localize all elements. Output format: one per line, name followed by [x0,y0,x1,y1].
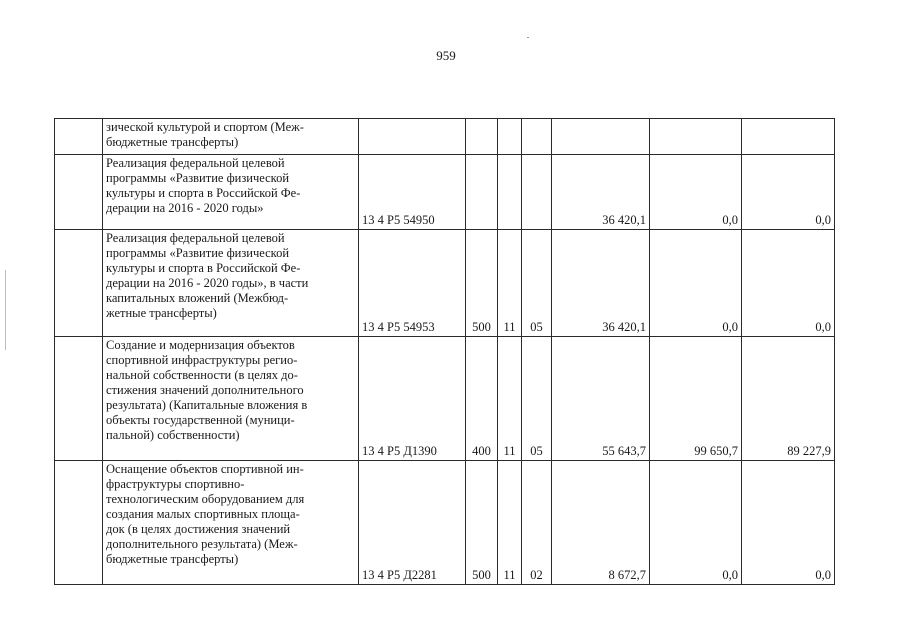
description-line: дерации на 2016 - 2020 годы», в части [106,276,309,290]
scan-artifact-dot [527,37,529,38]
rz-cell [498,119,522,155]
code-cell [359,119,466,155]
description-cell [103,119,359,155]
description-line: стижения значений дополнительного [106,383,304,397]
description-line: фраструктуры спортивно- [106,477,245,491]
pr-cell [522,155,552,230]
description-line: культуры и спорта в Российской Фе- [106,186,301,200]
description-line: Реализация федеральной целевой [106,231,285,245]
sum-year3-cell: 89 227,9 [742,337,835,461]
sum-year3-cell: 0,0 [742,155,835,230]
page-number: 959 [436,48,456,63]
pr-cell: 05 [522,337,552,461]
pr-cell: 05 [522,230,552,337]
description-line: технологическим оборудованием для [106,492,305,506]
table-row [55,155,835,230]
table-row [55,461,835,585]
rz-cell: 11 [498,337,522,461]
description-line: капитальных вложений (Межбюд- [106,291,289,305]
description-cell [103,155,359,230]
budget-table [54,118,835,585]
description-line: бюджетные трансферты) [106,552,239,566]
code-cell: 13 4 Р5 Д2281 [359,461,466,585]
rz-cell: 11 [498,461,522,585]
description-line: нальной собственности (в целях до- [106,368,298,382]
sum-year1-cell: 8 672,7 [552,461,650,585]
description-line: объекты государственной (муници- [106,413,295,427]
vr-cell: 400 [466,337,498,461]
description-line: Создание и модернизация объектов [106,338,295,352]
description-cell [103,337,359,461]
description-line: дополнительного результата) (Меж- [106,537,298,551]
sum-year2-cell: 99 650,7 [650,337,742,461]
table-row [55,337,835,461]
index-cell [55,461,103,585]
scan-artifact-line [5,270,6,350]
sum-year2-cell: 0,0 [650,461,742,585]
description-line: программы «Развитие физической [106,246,290,260]
sum-year1-cell [552,119,650,155]
index-cell [55,155,103,230]
description-line: док (в целях достижения значений [106,522,291,536]
sum-year2-cell [650,119,742,155]
index-cell [55,119,103,155]
description-line: зической культурой и спортом (Меж- [106,120,304,134]
vr-cell [466,155,498,230]
pr-cell [522,119,552,155]
sum-year2-cell: 0,0 [650,155,742,230]
description-line: Оснащение объектов спортивной ин- [106,462,304,476]
description-line: дерации на 2016 - 2020 годы» [106,201,264,215]
description-line: результата) (Капитальные вложения в [106,398,308,412]
sum-year1-cell: 36 420,1 [552,230,650,337]
rz-cell [498,155,522,230]
vr-cell: 500 [466,461,498,585]
code-cell: 13 4 Р5 Д1390 [359,337,466,461]
description-line: пальной) собственности) [106,428,240,442]
code-cell: 13 4 Р5 54950 [359,155,466,230]
description-line: культуры и спорта в Российской Фе- [106,261,301,275]
rz-cell: 11 [498,230,522,337]
pr-cell: 02 [522,461,552,585]
description-line: жетные трансферты) [106,306,217,320]
table-body [55,119,835,585]
sum-year1-cell: 55 643,7 [552,337,650,461]
vr-cell [466,119,498,155]
description-line: спортивной инфраструктуры регио- [106,353,298,367]
index-cell [55,230,103,337]
sum-year2-cell: 0,0 [650,230,742,337]
table-row [55,230,835,337]
sum-year3-cell: 0,0 [742,461,835,585]
description-cell [103,461,359,585]
table-row [55,119,835,155]
sum-year3-cell [742,119,835,155]
sum-year3-cell: 0,0 [742,230,835,337]
index-cell [55,337,103,461]
description-cell [103,230,359,337]
description-line: создания малых спортивных площа- [106,507,300,521]
vr-cell: 500 [466,230,498,337]
description-line: бюджетные трансферты) [106,135,239,149]
description-line: Реализация федеральной целевой [106,156,285,170]
description-line: программы «Развитие физической [106,171,290,185]
sum-year1-cell: 36 420,1 [552,155,650,230]
code-cell: 13 4 Р5 54953 [359,230,466,337]
